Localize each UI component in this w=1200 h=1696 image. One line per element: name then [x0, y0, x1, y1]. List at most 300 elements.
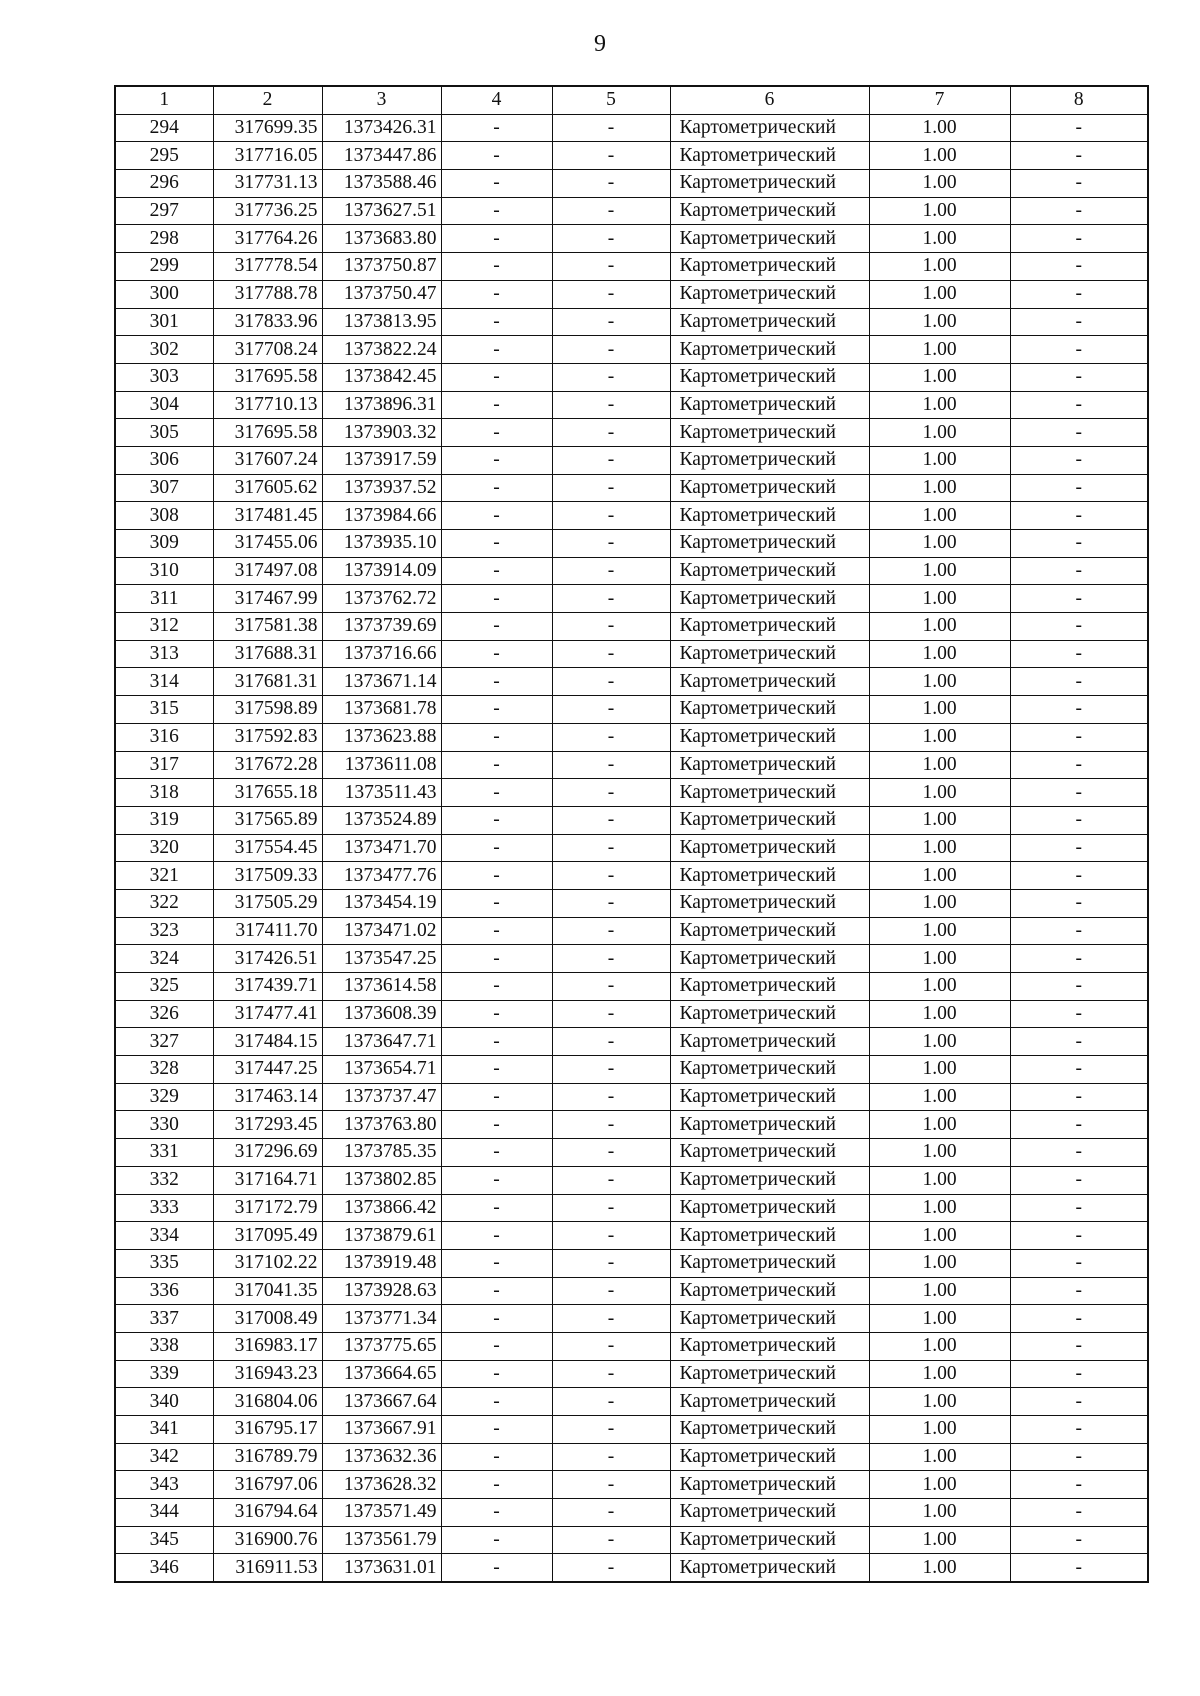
x-coordinate-cell: 317041.35: [213, 1277, 322, 1305]
table-row: [115, 1388, 1148, 1416]
point-number-cell: 311: [115, 585, 213, 613]
accuracy-cell: 1.00: [869, 363, 1010, 391]
table-row: [115, 806, 1148, 834]
column5-cell: -: [552, 1000, 670, 1028]
column4-cell: -: [441, 779, 552, 807]
column4-cell: -: [441, 1332, 552, 1360]
x-coordinate-cell: 317710.13: [213, 391, 322, 419]
column4-cell: -: [441, 1554, 552, 1582]
column-header: 3: [322, 86, 441, 114]
column4-cell: -: [441, 391, 552, 419]
accuracy-cell: 1.00: [869, 170, 1010, 198]
column8-cell: -: [1010, 308, 1148, 336]
y-coordinate-cell: 1373917.59: [322, 446, 441, 474]
x-coordinate-cell: 317095.49: [213, 1222, 322, 1250]
point-number-cell: 341: [115, 1416, 213, 1444]
point-number-cell: 345: [115, 1526, 213, 1554]
column8-cell: -: [1010, 1388, 1148, 1416]
y-coordinate-cell: 1373547.25: [322, 945, 441, 973]
point-number-cell: 295: [115, 142, 213, 170]
column8-cell: -: [1010, 1360, 1148, 1388]
column4-cell: -: [441, 1443, 552, 1471]
method-cell: Картометрический: [670, 1499, 869, 1527]
table-row: [115, 280, 1148, 308]
y-coordinate-cell: 1373737.47: [322, 1083, 441, 1111]
column4-cell: -: [441, 1249, 552, 1277]
method-cell: Картометрический: [670, 253, 869, 281]
x-coordinate-cell: 317477.41: [213, 1000, 322, 1028]
point-number-cell: 323: [115, 917, 213, 945]
column8-cell: -: [1010, 1083, 1148, 1111]
method-cell: Картометрический: [670, 1111, 869, 1139]
column4-cell: -: [441, 585, 552, 613]
column8-cell: -: [1010, 197, 1148, 225]
column8-cell: -: [1010, 1499, 1148, 1527]
table-row: [115, 917, 1148, 945]
x-coordinate-cell: 316795.17: [213, 1416, 322, 1444]
accuracy-cell: 1.00: [869, 1000, 1010, 1028]
column5-cell: -: [552, 391, 670, 419]
accuracy-cell: 1.00: [869, 668, 1010, 696]
table-row: [115, 1499, 1148, 1527]
x-coordinate-cell: 317172.79: [213, 1194, 322, 1222]
method-cell: Картометрический: [670, 1083, 869, 1111]
y-coordinate-cell: 1373928.63: [322, 1277, 441, 1305]
column8-cell: -: [1010, 779, 1148, 807]
column5-cell: -: [552, 806, 670, 834]
column4-cell: -: [441, 668, 552, 696]
column5-cell: -: [552, 1249, 670, 1277]
method-cell: Картометрический: [670, 1305, 869, 1333]
column8-cell: -: [1010, 363, 1148, 391]
table-row: [115, 170, 1148, 198]
table-row: [115, 945, 1148, 973]
column8-cell: -: [1010, 557, 1148, 585]
column5-cell: -: [552, 557, 670, 585]
column4-cell: -: [441, 1194, 552, 1222]
x-coordinate-cell: 316789.79: [213, 1443, 322, 1471]
column5-cell: -: [552, 973, 670, 1001]
point-number-cell: 314: [115, 668, 213, 696]
column5-cell: -: [552, 779, 670, 807]
table-row: [115, 889, 1148, 917]
accuracy-cell: 1.00: [869, 530, 1010, 558]
column5-cell: -: [552, 668, 670, 696]
method-cell: Картометрический: [670, 446, 869, 474]
x-coordinate-cell: 316794.64: [213, 1499, 322, 1527]
column5-cell: -: [552, 1194, 670, 1222]
column4-cell: -: [441, 1305, 552, 1333]
column5-cell: -: [552, 253, 670, 281]
column-header: 5: [552, 86, 670, 114]
column5-cell: -: [552, 197, 670, 225]
y-coordinate-cell: 1373739.69: [322, 613, 441, 641]
column5-cell: -: [552, 1499, 670, 1527]
point-number-cell: 328: [115, 1056, 213, 1084]
x-coordinate-cell: 317581.38: [213, 613, 322, 641]
column5-cell: -: [552, 170, 670, 198]
column4-cell: -: [441, 1139, 552, 1167]
point-number-cell: 313: [115, 640, 213, 668]
point-number-cell: 327: [115, 1028, 213, 1056]
table-row: [115, 391, 1148, 419]
column5-cell: -: [552, 1056, 670, 1084]
x-coordinate-cell: 317764.26: [213, 225, 322, 253]
x-coordinate-cell: 317778.54: [213, 253, 322, 281]
method-cell: Картометрический: [670, 1388, 869, 1416]
page-number: 9: [594, 31, 606, 57]
y-coordinate-cell: 1373623.88: [322, 723, 441, 751]
column4-cell: -: [441, 1056, 552, 1084]
table-row: [115, 1166, 1148, 1194]
column8-cell: -: [1010, 696, 1148, 724]
column5-cell: -: [552, 1471, 670, 1499]
column5-cell: -: [552, 308, 670, 336]
y-coordinate-cell: 1373571.49: [322, 1499, 441, 1527]
table-row: [115, 1028, 1148, 1056]
point-number-cell: 316: [115, 723, 213, 751]
point-number-cell: 320: [115, 834, 213, 862]
column8-cell: -: [1010, 336, 1148, 364]
method-cell: Картометрический: [670, 557, 869, 585]
accuracy-cell: 1.00: [869, 889, 1010, 917]
column5-cell: -: [552, 862, 670, 890]
y-coordinate-cell: 1373919.48: [322, 1249, 441, 1277]
column4-cell: -: [441, 889, 552, 917]
y-coordinate-cell: 1373477.76: [322, 862, 441, 890]
table-row: [115, 1554, 1148, 1582]
point-number-cell: 337: [115, 1305, 213, 1333]
accuracy-cell: 1.00: [869, 945, 1010, 973]
column5-cell: -: [552, 696, 670, 724]
column4-cell: -: [441, 1222, 552, 1250]
accuracy-cell: 1.00: [869, 197, 1010, 225]
table-row: [115, 446, 1148, 474]
column5-cell: -: [552, 1554, 670, 1582]
table-row: [115, 114, 1148, 142]
x-coordinate-cell: 317672.28: [213, 751, 322, 779]
column4-cell: -: [441, 308, 552, 336]
column8-cell: -: [1010, 253, 1148, 281]
point-number-cell: 317: [115, 751, 213, 779]
y-coordinate-cell: 1373785.35: [322, 1139, 441, 1167]
column8-cell: -: [1010, 225, 1148, 253]
column8-cell: -: [1010, 1139, 1148, 1167]
column8-cell: -: [1010, 142, 1148, 170]
x-coordinate-cell: 317102.22: [213, 1249, 322, 1277]
table-row: [115, 419, 1148, 447]
column4-cell: -: [441, 170, 552, 198]
y-coordinate-cell: 1373632.36: [322, 1443, 441, 1471]
table-row: [115, 834, 1148, 862]
column8-cell: -: [1010, 917, 1148, 945]
column5-cell: -: [552, 1416, 670, 1444]
point-number-cell: 333: [115, 1194, 213, 1222]
y-coordinate-cell: 1373681.78: [322, 696, 441, 724]
column4-cell: -: [441, 142, 552, 170]
method-cell: Картометрический: [670, 170, 869, 198]
column5-cell: -: [552, 723, 670, 751]
x-coordinate-cell: 317565.89: [213, 806, 322, 834]
column8-cell: -: [1010, 1526, 1148, 1554]
column5-cell: -: [552, 1305, 670, 1333]
table-row: [115, 640, 1148, 668]
method-cell: Картометрический: [670, 640, 869, 668]
table-header-row: [115, 86, 1148, 114]
method-cell: Картометрический: [670, 862, 869, 890]
accuracy-cell: 1.00: [869, 917, 1010, 945]
x-coordinate-cell: 317554.45: [213, 834, 322, 862]
method-cell: Картометрический: [670, 391, 869, 419]
column4-cell: -: [441, 696, 552, 724]
method-cell: Картометрический: [670, 1222, 869, 1250]
y-coordinate-cell: 1373671.14: [322, 668, 441, 696]
x-coordinate-cell: 317699.35: [213, 114, 322, 142]
column5-cell: -: [552, 917, 670, 945]
x-coordinate-cell: 316943.23: [213, 1360, 322, 1388]
table-row: [115, 225, 1148, 253]
y-coordinate-cell: 1373511.43: [322, 779, 441, 807]
column8-cell: -: [1010, 1111, 1148, 1139]
column4-cell: -: [441, 723, 552, 751]
accuracy-cell: 1.00: [869, 1360, 1010, 1388]
y-coordinate-cell: 1373654.71: [322, 1056, 441, 1084]
x-coordinate-cell: 316804.06: [213, 1388, 322, 1416]
method-cell: Картометрический: [670, 613, 869, 641]
x-coordinate-cell: 317447.25: [213, 1056, 322, 1084]
column8-cell: -: [1010, 502, 1148, 530]
accuracy-cell: 1.00: [869, 502, 1010, 530]
column8-cell: -: [1010, 474, 1148, 502]
column4-cell: -: [441, 945, 552, 973]
column5-cell: -: [552, 114, 670, 142]
accuracy-cell: 1.00: [869, 1471, 1010, 1499]
accuracy-cell: 1.00: [869, 391, 1010, 419]
method-cell: Картометрический: [670, 197, 869, 225]
table-row: [115, 1111, 1148, 1139]
column5-cell: -: [552, 1083, 670, 1111]
column5-cell: -: [552, 1443, 670, 1471]
point-number-cell: 315: [115, 696, 213, 724]
method-cell: Картометрический: [670, 696, 869, 724]
column8-cell: -: [1010, 419, 1148, 447]
y-coordinate-cell: 1373683.80: [322, 225, 441, 253]
y-coordinate-cell: 1373762.72: [322, 585, 441, 613]
column4-cell: -: [441, 1000, 552, 1028]
column5-cell: -: [552, 640, 670, 668]
accuracy-cell: 1.00: [869, 308, 1010, 336]
x-coordinate-cell: 317695.58: [213, 363, 322, 391]
point-number-cell: 340: [115, 1388, 213, 1416]
accuracy-cell: 1.00: [869, 225, 1010, 253]
point-number-cell: 330: [115, 1111, 213, 1139]
y-coordinate-cell: 1373935.10: [322, 530, 441, 558]
method-cell: Картометрический: [670, 142, 869, 170]
table-row: [115, 1305, 1148, 1333]
table-row: [115, 1277, 1148, 1305]
x-coordinate-cell: 317592.83: [213, 723, 322, 751]
y-coordinate-cell: 1373471.02: [322, 917, 441, 945]
table-row: [115, 1443, 1148, 1471]
column5-cell: -: [552, 225, 670, 253]
method-cell: Картометрический: [670, 751, 869, 779]
table-row: [115, 1056, 1148, 1084]
column5-cell: -: [552, 474, 670, 502]
column5-cell: -: [552, 142, 670, 170]
x-coordinate-cell: 316911.53: [213, 1554, 322, 1582]
y-coordinate-cell: 1373896.31: [322, 391, 441, 419]
column8-cell: -: [1010, 613, 1148, 641]
table-row: [115, 142, 1148, 170]
table-row: [115, 723, 1148, 751]
table-row: [115, 1194, 1148, 1222]
x-coordinate-cell: 317708.24: [213, 336, 322, 364]
x-coordinate-cell: 317426.51: [213, 945, 322, 973]
y-coordinate-cell: 1373866.42: [322, 1194, 441, 1222]
accuracy-cell: 1.00: [869, 862, 1010, 890]
y-coordinate-cell: 1373627.51: [322, 197, 441, 225]
method-cell: Картометрический: [670, 1000, 869, 1028]
column4-cell: -: [441, 862, 552, 890]
y-coordinate-cell: 1373524.89: [322, 806, 441, 834]
method-cell: Картометрический: [670, 779, 869, 807]
accuracy-cell: 1.00: [869, 640, 1010, 668]
column4-cell: -: [441, 1388, 552, 1416]
y-coordinate-cell: 1373775.65: [322, 1332, 441, 1360]
point-number-cell: 305: [115, 419, 213, 447]
table-row: [115, 1471, 1148, 1499]
point-number-cell: 299: [115, 253, 213, 281]
column-header: 2: [213, 86, 322, 114]
accuracy-cell: 1.00: [869, 751, 1010, 779]
column5-cell: -: [552, 1111, 670, 1139]
accuracy-cell: 1.00: [869, 114, 1010, 142]
x-coordinate-cell: 317605.62: [213, 474, 322, 502]
method-cell: Картометрический: [670, 585, 869, 613]
accuracy-cell: 1.00: [869, 557, 1010, 585]
accuracy-cell: 1.00: [869, 1139, 1010, 1167]
column5-cell: -: [552, 1139, 670, 1167]
table-row: [115, 363, 1148, 391]
x-coordinate-cell: 317296.69: [213, 1139, 322, 1167]
accuracy-cell: 1.00: [869, 446, 1010, 474]
point-number-cell: 346: [115, 1554, 213, 1582]
column4-cell: -: [441, 1111, 552, 1139]
table-row: [115, 973, 1148, 1001]
x-coordinate-cell: 317731.13: [213, 170, 322, 198]
accuracy-cell: 1.00: [869, 1443, 1010, 1471]
method-cell: Картометрический: [670, 1277, 869, 1305]
column4-cell: -: [441, 557, 552, 585]
x-coordinate-cell: 316900.76: [213, 1526, 322, 1554]
point-number-cell: 322: [115, 889, 213, 917]
y-coordinate-cell: 1373561.79: [322, 1526, 441, 1554]
column8-cell: -: [1010, 391, 1148, 419]
column8-cell: -: [1010, 114, 1148, 142]
x-coordinate-cell: 317411.70: [213, 917, 322, 945]
x-coordinate-cell: 316797.06: [213, 1471, 322, 1499]
y-coordinate-cell: 1373763.80: [322, 1111, 441, 1139]
y-coordinate-cell: 1373750.87: [322, 253, 441, 281]
accuracy-cell: 1.00: [869, 1499, 1010, 1527]
point-number-cell: 298: [115, 225, 213, 253]
x-coordinate-cell: 317833.96: [213, 308, 322, 336]
point-number-cell: 301: [115, 308, 213, 336]
table-row: [115, 862, 1148, 890]
column8-cell: -: [1010, 1056, 1148, 1084]
x-coordinate-cell: 317439.71: [213, 973, 322, 1001]
point-number-cell: 318: [115, 779, 213, 807]
accuracy-cell: 1.00: [869, 253, 1010, 281]
accuracy-cell: 1.00: [869, 1028, 1010, 1056]
x-coordinate-cell: 317509.33: [213, 862, 322, 890]
column8-cell: -: [1010, 1194, 1148, 1222]
column8-cell: -: [1010, 1249, 1148, 1277]
column4-cell: -: [441, 973, 552, 1001]
accuracy-cell: 1.00: [869, 973, 1010, 1001]
y-coordinate-cell: 1373664.65: [322, 1360, 441, 1388]
column8-cell: -: [1010, 668, 1148, 696]
method-cell: Картометрический: [670, 1443, 869, 1471]
accuracy-cell: 1.00: [869, 336, 1010, 364]
table-row: [115, 585, 1148, 613]
column4-cell: -: [441, 253, 552, 281]
column4-cell: -: [441, 613, 552, 641]
point-number-cell: 296: [115, 170, 213, 198]
table-row: [115, 308, 1148, 336]
x-coordinate-cell: 317164.71: [213, 1166, 322, 1194]
x-coordinate-cell: 317607.24: [213, 446, 322, 474]
table-row: [115, 557, 1148, 585]
method-cell: Картометрический: [670, 889, 869, 917]
table-row: [115, 1139, 1148, 1167]
column8-cell: -: [1010, 1277, 1148, 1305]
column4-cell: -: [441, 280, 552, 308]
method-cell: Картометрический: [670, 668, 869, 696]
column4-cell: -: [441, 1083, 552, 1111]
method-cell: Картометрический: [670, 419, 869, 447]
method-cell: Картометрический: [670, 1554, 869, 1582]
y-coordinate-cell: 1373879.61: [322, 1222, 441, 1250]
y-coordinate-cell: 1373454.19: [322, 889, 441, 917]
x-coordinate-cell: 317788.78: [213, 280, 322, 308]
method-cell: Картометрический: [670, 1416, 869, 1444]
column4-cell: -: [441, 336, 552, 364]
column4-cell: -: [441, 640, 552, 668]
column8-cell: -: [1010, 1332, 1148, 1360]
y-coordinate-cell: 1373903.32: [322, 419, 441, 447]
column5-cell: -: [552, 945, 670, 973]
column8-cell: -: [1010, 1222, 1148, 1250]
method-cell: Картометрический: [670, 474, 869, 502]
accuracy-cell: 1.00: [869, 723, 1010, 751]
table-row: [115, 1249, 1148, 1277]
method-cell: Картометрический: [670, 723, 869, 751]
y-coordinate-cell: 1373750.47: [322, 280, 441, 308]
point-number-cell: 308: [115, 502, 213, 530]
column4-cell: -: [441, 197, 552, 225]
method-cell: Картометрический: [670, 1471, 869, 1499]
column4-cell: -: [441, 1166, 552, 1194]
method-cell: Картометрический: [670, 973, 869, 1001]
column8-cell: -: [1010, 751, 1148, 779]
accuracy-cell: 1.00: [869, 696, 1010, 724]
point-number-cell: 339: [115, 1360, 213, 1388]
column8-cell: -: [1010, 1028, 1148, 1056]
point-number-cell: 334: [115, 1222, 213, 1250]
column-header: 4: [441, 86, 552, 114]
point-number-cell: 331: [115, 1139, 213, 1167]
